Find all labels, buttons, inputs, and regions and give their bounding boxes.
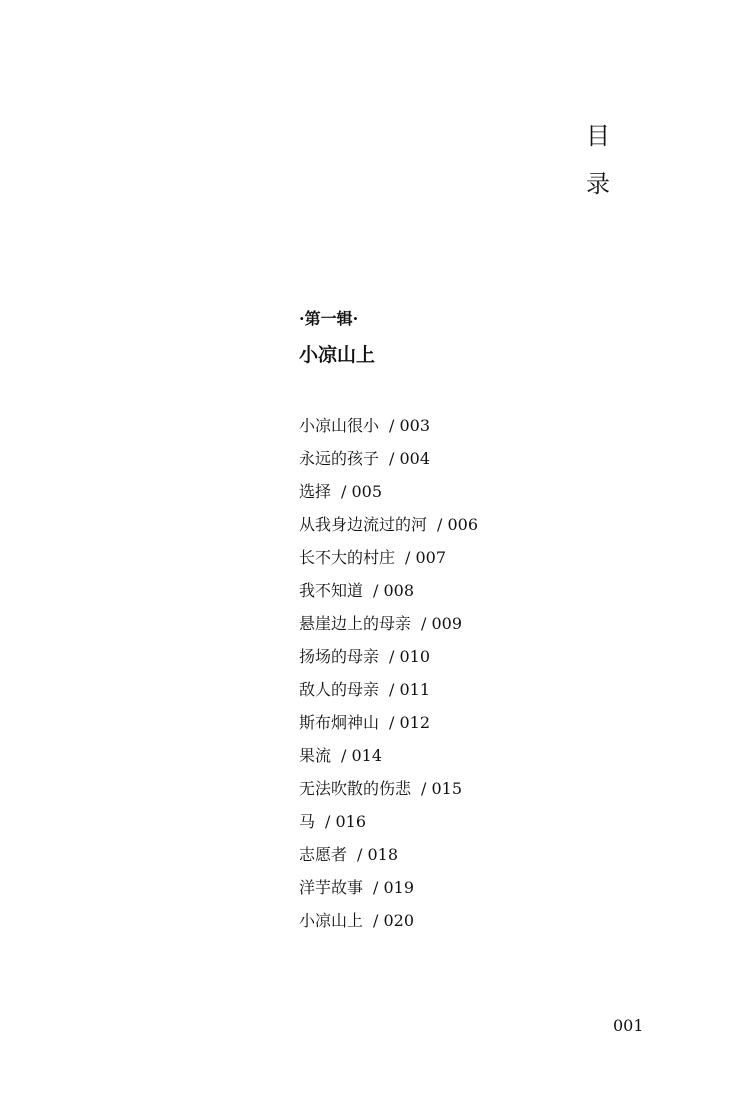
toc-item[interactable] [299,904,478,937]
toc-item-title: 果流 [299,746,332,765]
toc-item[interactable] [299,607,478,640]
toc-item[interactable] [299,772,478,805]
toc-item-page: / 019 [373,878,415,897]
toc-item-page: / 009 [421,614,463,633]
toc-item[interactable] [299,442,478,475]
toc-item-title: 悬崖边上的母亲 [299,614,412,633]
toc-item-page: / 012 [389,713,431,732]
toc-item[interactable] [299,574,478,607]
toc-item-title: 敌人的母亲 [299,680,380,699]
toc-item-page: / 010 [389,647,431,666]
toc-item-title: 马 [299,812,316,831]
toc-item-page: / 008 [373,581,415,600]
toc-item-page: / 016 [325,812,367,831]
toc-item-page: / 007 [405,548,447,567]
toc-item[interactable] [299,541,478,574]
page-title-char-1: 目 [586,122,610,150]
toc-item[interactable] [299,673,478,706]
toc-list [299,409,478,937]
toc-item-title: 小凉山很小 [299,416,380,435]
toc-item[interactable] [299,706,478,739]
toc-item-page: / 018 [357,845,399,864]
toc-item[interactable] [299,739,478,772]
toc-item-title: 永远的孩子 [299,449,380,468]
toc-item-title: 扬场的母亲 [299,647,380,666]
toc-item-title: 选择 [299,482,332,501]
section-label: ·第一辑· [299,309,359,328]
toc-item-page: / 015 [421,779,463,798]
toc-item-page: / 014 [341,746,383,765]
toc-item-title: 从我身边流过的河 [299,515,428,534]
toc-item-page: / 005 [341,482,383,501]
toc-item-page: / 006 [437,515,479,534]
toc-item[interactable] [299,475,478,508]
toc-item[interactable] [299,508,478,541]
toc-item-page: / 011 [389,680,431,699]
page-number: 001 [613,1016,644,1035]
toc-item[interactable] [299,409,478,442]
page-title [586,112,610,208]
page-title-char-2: 录 [586,170,610,198]
toc-item-title: 洋芋故事 [299,878,364,897]
toc-item[interactable] [299,838,478,871]
toc-item-title: 小凉山上 [299,911,364,930]
section-title: 小凉山上 [299,344,376,366]
toc-item-page: / 020 [373,911,415,930]
toc-item[interactable] [299,805,478,838]
toc-item-page: / 003 [389,416,431,435]
toc-item-title: 志愿者 [299,845,348,864]
toc-item[interactable] [299,871,478,904]
toc-item-title: 长不大的村庄 [299,548,396,567]
toc-item-page: / 004 [389,449,431,468]
toc-item[interactable] [299,640,478,673]
toc-item-title: 无法吹散的伤悲 [299,779,412,798]
toc-item-title: 我不知道 [299,581,364,600]
toc-item-title: 斯布炯神山 [299,713,380,732]
